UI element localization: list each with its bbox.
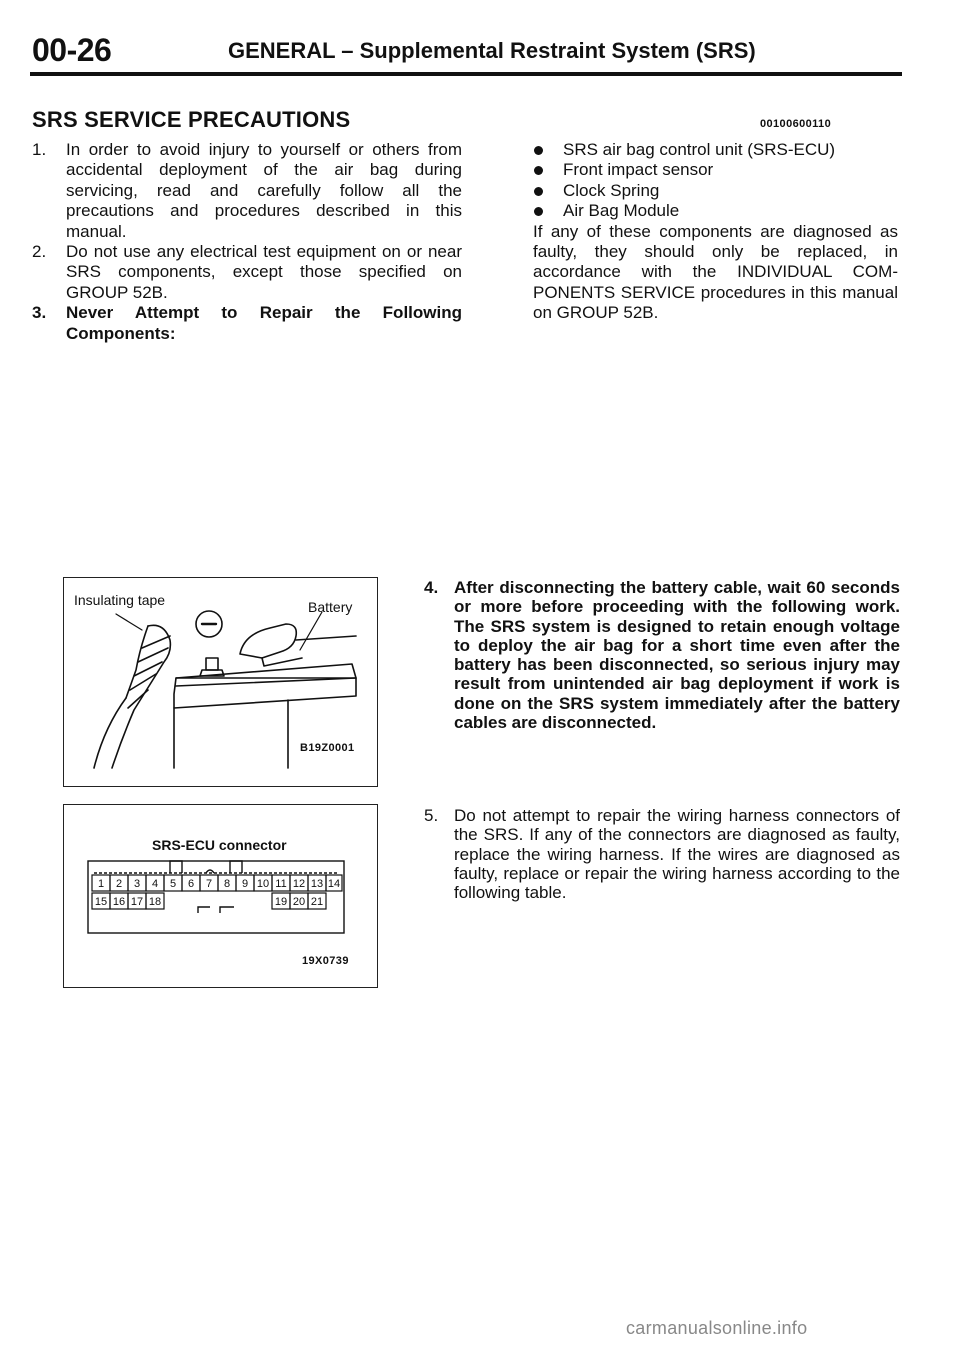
pin-label: 11 [275, 878, 287, 890]
pin-label: 21 [310, 896, 324, 908]
reference-code: 00100600110 [760, 118, 832, 130]
components-list [533, 140, 898, 324]
item-number: 3. [32, 303, 47, 323]
figure-code: B19Z0001 [300, 742, 355, 754]
item-number: 5. [424, 806, 439, 825]
page-number: 00-26 [32, 32, 112, 68]
precaution-item-1 [32, 140, 462, 242]
step-4 [424, 578, 900, 732]
figure-code: 19X0739 [302, 955, 349, 967]
connector-figure [63, 804, 378, 988]
precaution-item-2 [32, 242, 462, 303]
pin-label: 14 [327, 878, 341, 890]
item-text: Do not use any electrical test equipment on or near SRS components, except those specified on GROUP 52B. [66, 242, 462, 302]
step-5 [424, 806, 900, 902]
pin-label: 10 [256, 878, 270, 890]
pin-label: 18 [148, 896, 162, 908]
item-number: 2. [32, 242, 47, 262]
item-text: Do not attempt to repair the wiring harness connectors of the SRS. If any of the connectors are diagnosed as faulty, replace the wiring harness. If the wires are diagnosed as faulty, replace or repair the wiring harness according to the following table. [454, 806, 900, 903]
battery-figure [63, 577, 378, 787]
pin-label: 16 [112, 896, 126, 908]
component-text: Front impact sensor [563, 160, 714, 180]
pin-label: 3 [133, 878, 141, 890]
precaution-item-3 [32, 303, 462, 344]
bullet-icon [534, 187, 543, 196]
pin-label: 9 [241, 878, 249, 890]
pin-label: 6 [187, 878, 195, 890]
pin-label: 13 [310, 878, 324, 890]
watermark: carmanualsonline.info [626, 1318, 808, 1338]
component-text: SRS air bag control unit (SRS-ECU) [563, 140, 836, 159]
pin-label: 17 [130, 896, 144, 908]
label-battery: Battery [308, 599, 353, 615]
pin-label: 15 [94, 896, 108, 908]
pin-label: 20 [292, 896, 306, 908]
precautions-list [32, 140, 462, 344]
item-text: Never Attempt to Repair the Following Components: [66, 303, 462, 343]
component-item [533, 181, 898, 201]
section-title: SRS SERVICE PRECAUTIONS [32, 107, 351, 132]
bullet-icon [534, 146, 543, 155]
item-text: In order to avoid injury to yourself or others from accidental deployment of the air bag during servicing, read and carefully follow all the precautions and procedures described in this manual. [66, 140, 462, 241]
header-rule [30, 72, 902, 76]
pin-label: 19 [274, 896, 288, 908]
pin-label: 2 [115, 878, 123, 890]
item-number: 1. [32, 140, 47, 159]
pin-label: 8 [223, 878, 231, 890]
bullet-icon [534, 207, 543, 216]
label-insulating-tape: Insulating tape [74, 592, 166, 608]
component-item [533, 160, 898, 180]
connector-title: SRS-ECU connector [152, 837, 287, 853]
pin-label: 4 [151, 878, 159, 890]
component-item [533, 140, 898, 160]
component-item [533, 201, 898, 221]
pin-label: 5 [169, 878, 177, 890]
item-text: After disconnecting the battery cable, wait 60 seconds or more before proceeding with the following work. The SRS system is designed to retain enough voltage to deploy the air bag for a short time even after the battery has been disconnected, so serious injury may result from unintended air bag deployment if work is done on the SRS system immediately after the battery cables are disconnected. [454, 578, 900, 733]
group-title: GENERAL – Supplemental Restraint System (SRS) [228, 38, 756, 63]
item-number: 4. [424, 578, 439, 597]
step-5-item [424, 806, 900, 902]
pin-label: 1 [97, 878, 105, 890]
step-4-item [424, 578, 900, 732]
bullet-icon [534, 166, 543, 175]
component-text: Clock Spring [563, 180, 660, 200]
components-note: If any of these components are diagnosed as faulty, they should only be replaced, in accordance with the INDIVIDUAL COMPONENTS SERVICE procedures in this manual on GROUP 52B. [533, 221, 898, 323]
component-text: Air Bag Module [563, 201, 680, 221]
pin-label: 7 [205, 878, 213, 890]
pin-label: 12 [292, 878, 306, 890]
